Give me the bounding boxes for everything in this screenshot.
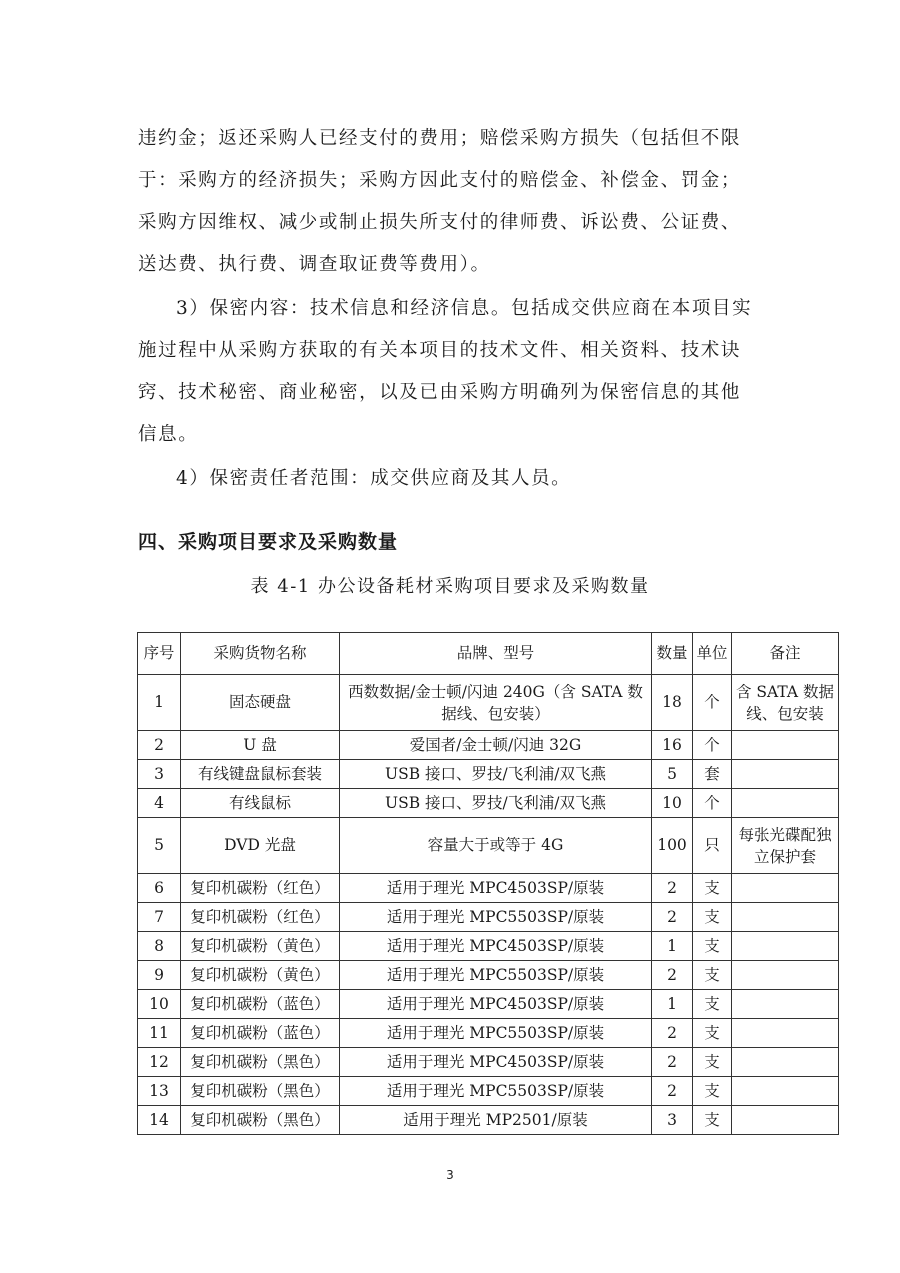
cell-quantity: 3: [652, 1106, 693, 1135]
text-line: 3）保密内容：技术信息和经济信息。包括成交供应商在本项目实: [176, 298, 753, 319]
table-row: [138, 760, 839, 789]
cell-item-name: 有线键盘鼠标套装: [181, 760, 340, 789]
cell-brand-model: 适用于理光 MPC5503SP/原装: [340, 1019, 652, 1048]
cell-quantity: 2: [652, 1077, 693, 1106]
cell-remarks: [732, 1106, 839, 1135]
cell-brand-model: USB 接口、罗技/飞利浦/双飞燕: [340, 789, 652, 818]
cell-item-name: U 盘: [181, 731, 340, 760]
cell-quantity: 1: [652, 932, 693, 961]
cell-remarks: [732, 961, 839, 990]
cell-remarks: [732, 1048, 839, 1077]
cell-remarks: 含 SATA 数据线、包安装: [732, 675, 839, 731]
paragraph-confidential-scope: [138, 458, 778, 500]
cell-index: 11: [138, 1019, 181, 1048]
cell-unit: 个: [693, 731, 732, 760]
header-unit: 单位: [693, 633, 732, 675]
cell-brand-model: 适用于理光 MPC5503SP/原装: [340, 1077, 652, 1106]
cell-brand-model: 适用于理光 MPC4503SP/原装: [340, 1048, 652, 1077]
cell-unit: 只: [693, 818, 732, 874]
cell-index: 5: [138, 818, 181, 874]
header-brand-model: 品牌、型号: [340, 633, 652, 675]
cell-quantity: 16: [652, 731, 693, 760]
cell-remarks: [732, 760, 839, 789]
cell-remarks: [732, 1077, 839, 1106]
cell-unit: 支: [693, 903, 732, 932]
cell-remarks: [732, 903, 839, 932]
table-row: [138, 1106, 839, 1135]
text-line: 违约金；返还采购人已经支付的费用；赔偿采购方损失（包括但不限: [138, 128, 742, 149]
cell-remarks: [732, 1019, 839, 1048]
cell-index: 9: [138, 961, 181, 990]
page-number: 3: [446, 1168, 454, 1182]
text-line: 于：采购方的经济损失；采购方因此支付的赔偿金、补偿金、罚金；: [138, 170, 742, 191]
cell-item-name: DVD 光盘: [181, 818, 340, 874]
cell-brand-model: USB 接口、罗技/飞利浦/双飞燕: [340, 760, 652, 789]
cell-index: 3: [138, 760, 181, 789]
table-row: [138, 874, 839, 903]
cell-unit: 支: [693, 961, 732, 990]
table-row: [138, 675, 839, 731]
cell-quantity: 2: [652, 874, 693, 903]
cell-index: 1: [138, 675, 181, 731]
cell-brand-model: 容量大于或等于 4G: [340, 818, 652, 874]
cell-unit: 支: [693, 1077, 732, 1106]
cell-quantity: 1: [652, 990, 693, 1019]
text-line: 4）保密责任者范围：成交供应商及其人员。: [176, 468, 572, 489]
table-row: [138, 731, 839, 760]
cell-brand-model: 适用于理光 MPC5503SP/原装: [340, 903, 652, 932]
table-row: [138, 1048, 839, 1077]
cell-item-name: 固态硬盘: [181, 675, 340, 731]
cell-quantity: 18: [652, 675, 693, 731]
header-item-name: 采购货物名称: [181, 633, 340, 675]
cell-remarks: [732, 990, 839, 1019]
section-heading: 四、采购项目要求及采购数量: [138, 531, 399, 553]
cell-index: 8: [138, 932, 181, 961]
cell-item-name: 复印机碳粉（黑色）: [181, 1106, 340, 1135]
cell-brand-model: 适用于理光 MPC4503SP/原装: [340, 874, 652, 903]
table-row: [138, 903, 839, 932]
cell-quantity: 5: [652, 760, 693, 789]
paragraph-confidential-content: [138, 288, 778, 456]
cell-item-name: 复印机碳粉（黑色）: [181, 1077, 340, 1106]
cell-unit: 支: [693, 1106, 732, 1135]
table-row: [138, 932, 839, 961]
text-line: 送达费、执行费、调查取证费等费用）。: [138, 254, 491, 275]
cell-item-name: 复印机碳粉（红色）: [181, 903, 340, 932]
cell-unit: 支: [693, 1019, 732, 1048]
cell-quantity: 2: [652, 1019, 693, 1048]
table-row: [138, 818, 839, 874]
text-line: 施过程中从采购方获取的有关本项目的技术文件、相关资料、技术诀: [138, 340, 742, 361]
cell-item-name: 有线鼠标: [181, 789, 340, 818]
cell-quantity: 10: [652, 789, 693, 818]
cell-index: 13: [138, 1077, 181, 1106]
text-line: 窍、技术秘密、商业秘密，以及已由采购方明确列为保密信息的其他: [138, 382, 742, 403]
cell-unit: 支: [693, 1048, 732, 1077]
cell-item-name: 复印机碳粉（黄色）: [181, 932, 340, 961]
cell-unit: 个: [693, 675, 732, 731]
table-header-row: [138, 633, 839, 675]
cell-unit: 个: [693, 789, 732, 818]
cell-remarks: [732, 932, 839, 961]
cell-brand-model: 适用于理光 MP2501/原装: [340, 1106, 652, 1135]
text-line: 信息。: [138, 424, 199, 445]
cell-brand-model: 适用于理光 MPC5503SP/原装: [340, 961, 652, 990]
cell-quantity: 2: [652, 903, 693, 932]
table-row: [138, 990, 839, 1019]
table-row: [138, 789, 839, 818]
cell-index: 4: [138, 789, 181, 818]
procurement-table: [137, 632, 839, 1135]
cell-unit: 支: [693, 874, 732, 903]
text-line: 采购方因维权、减少或制止损失所支付的律师费、诉讼费、公证费、: [138, 212, 742, 233]
cell-item-name: 复印机碳粉（黑色）: [181, 1048, 340, 1077]
header-quantity: 数量: [652, 633, 693, 675]
cell-quantity: 2: [652, 1048, 693, 1077]
cell-unit: 套: [693, 760, 732, 789]
cell-unit: 支: [693, 990, 732, 1019]
cell-remarks: [732, 874, 839, 903]
cell-index: 7: [138, 903, 181, 932]
cell-quantity: 2: [652, 961, 693, 990]
cell-quantity: 100: [652, 818, 693, 874]
cell-index: 2: [138, 731, 181, 760]
table-row: [138, 961, 839, 990]
cell-brand-model: 适用于理光 MPC4503SP/原装: [340, 990, 652, 1019]
cell-brand-model: 适用于理光 MPC4503SP/原装: [340, 932, 652, 961]
table-row: [138, 1077, 839, 1106]
cell-index: 6: [138, 874, 181, 903]
cell-brand-model: 西数数据/金士顿/闪迪 240G（含 SATA 数据线、包安装）: [340, 675, 652, 731]
header-index: 序号: [138, 633, 181, 675]
cell-unit: 支: [693, 932, 732, 961]
table-row: [138, 1019, 839, 1048]
cell-index: 10: [138, 990, 181, 1019]
table-caption: 表 4-1 办公设备耗材采购项目要求及采购数量: [250, 576, 650, 597]
cell-item-name: 复印机碳粉（蓝色）: [181, 990, 340, 1019]
cell-index: 12: [138, 1048, 181, 1077]
cell-remarks: [732, 731, 839, 760]
header-remarks: 备注: [732, 633, 839, 675]
cell-item-name: 复印机碳粉（红色）: [181, 874, 340, 903]
cell-item-name: 复印机碳粉（蓝色）: [181, 1019, 340, 1048]
cell-item-name: 复印机碳粉（黄色）: [181, 961, 340, 990]
cell-remarks: 每张光碟配独立保护套: [732, 818, 839, 874]
paragraph-penalty: [138, 118, 778, 286]
cell-index: 14: [138, 1106, 181, 1135]
cell-remarks: [732, 789, 839, 818]
cell-brand-model: 爱国者/金士顿/闪迪 32G: [340, 731, 652, 760]
